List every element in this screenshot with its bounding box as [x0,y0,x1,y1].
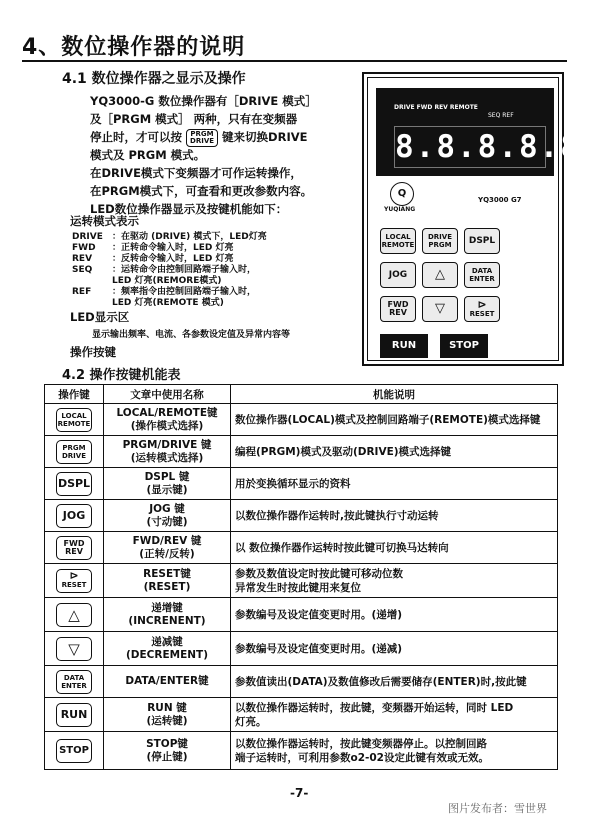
key-function-table [44,384,558,770]
table-row: FWD REV FWD/REV 键 (正转/反转) 以 数位操作器作运转时按此键可切换马达转向 [45,532,558,564]
led-labels-bottom: SEQ REF [488,112,514,119]
reset-button[interactable]: ⊳ RESET [464,296,500,322]
fwd-rev-button[interactable]: FWD REV [380,296,416,322]
intro-line-4: 模式及 PRGM 模式。 [90,148,206,162]
table-row: PRGM DRIVE PRGM/DRIVE 键 (运转模式选择) 编程(PRGM)模式及驱动(DRIVE)模式选择键 [45,436,558,468]
reset-key-icon: ⊳ RESET [56,569,92,593]
intro-line-7: LED数位操作器显示及按键机能如下： [90,202,288,216]
table-row: ▽ 递减键 (DECREMENT) 参数编号及设定值变更时用。(递减) [45,632,558,666]
table-row: ⊳ RESET RESET键 (RESET) 参数及数值设定时按此键可移动位数 异常发生时按此键用来复位 [45,564,558,598]
run-mode-title: 运转模式表示 [70,214,139,228]
inline-key-bottom: DRIVE [190,136,215,145]
model-label: YQ3000 G7 [478,196,522,204]
mode-row: SEQ ：运转命令由控制回路端子输入时， [72,265,257,275]
table-row: DSPL DSPL 键 (显示键) 用於变换循环显示的资料 [45,468,558,500]
table-row: LOCAL REMOTE LOCAL/REMOTE键 (操作模式选择) 数位操作器(LOCAL)模式及控制回路端子(REMOTE)模式选择键 [45,404,558,436]
mode-row: DRIVE ：在驱动 (DRIVE) 模式下，LED灯亮 [72,232,267,242]
table-header-row [45,385,558,404]
fwd-rev-key-icon: FWD REV [56,536,92,560]
table-row: △ 递增键 (INCRENENT) 参数编号及设定值变更时用。(递增) [45,598,558,632]
run-button[interactable]: RUN [380,334,428,358]
mode-row: LED 灯亮(REMORE模式) [112,276,222,286]
data-enter-key-icon: DATA ENTER [56,670,92,694]
image-credit: 图片发布者：雪世界 [448,802,547,815]
decrement-key-icon: ▽ [56,637,92,661]
mode-row: LED 灯亮(REMOTE 模式) [112,298,224,308]
section-42-title: 4.2 操作按键机能表 [62,368,181,383]
increment-key-icon: △ [56,603,92,627]
drive-prgm-button[interactable]: DRIVE PRGM [422,228,458,254]
intro-line-6: 在PRGM模式下，可查看和更改参数内容。 [90,184,313,198]
data-enter-button[interactable]: DATA ENTER [464,262,500,288]
table-row: STOP STOP键 (停止键) 以数位操作器运转时，按此键变频器停止。以控制回路 端子运转时，可利用参数o2-02设定此键有效或无效。 [45,732,558,770]
dspl-key-icon: DSPL [56,472,92,496]
inline-prgm-drive-key [186,129,218,147]
jog-button[interactable]: JOG [380,262,416,288]
mode-row: FWD ：正转命令输入时，LED 灯亮 [72,243,234,253]
operator-panel [362,72,581,366]
decrement-button[interactable]: ▽ [422,296,458,322]
stop-key-icon: STOP [56,739,92,763]
dspl-button[interactable]: DSPL [464,228,500,254]
increment-button[interactable]: △ [422,262,458,288]
panel-inner [367,77,581,361]
mode-row: REV ：反转命令输入时，LED 灯亮 [72,254,234,264]
header-key: 操作键 [45,385,104,404]
header-name: 文章中使用名称 [104,385,231,404]
page-number: -7- [290,786,309,800]
intro-line-3 [90,128,307,147]
intro-line-2: 及［PRGM 模式］ 两种，只有在变频器 [90,112,298,126]
title-rule [22,60,567,62]
led-area-desc: 显示输出频率、电流、各参数设定值及异常内容等 [92,330,291,340]
section-41-title: 4.1 数位操作器之显示及操作 [62,71,246,87]
table-row: JOG JOG 键 (寸动键) 以数位操作器作运转时,按此键执行寸动运转 [45,500,558,532]
intro-line-3a: 停止时，才可以按 [90,130,182,144]
chapter-title: 4、数位操作器的说明 [22,35,246,60]
prgm-drive-key-icon: PRGM DRIVE [56,440,92,464]
jog-key-icon: JOG [56,504,92,528]
brand-logo-icon: Q [390,182,414,206]
led-labels-top: DRIVE FWD REV REMOTE [394,104,478,111]
brand-name: YUQIANG [384,206,416,213]
display-area [376,88,581,176]
mode-list [72,232,267,309]
keys-title: 操作按键 [70,345,116,359]
intro-line-5: 在DRIVE模式下变频器才可作运转操作， [90,166,302,180]
table-row: RUN RUN 键 (运转键) 以数位操作器运转时，按此键，变频器开始运转，同时 LED 灯亮。 [45,698,558,732]
local-remote-key-icon: LOCAL REMOTE [56,408,92,432]
header-desc: 机能说明 [231,385,558,404]
inline-key-top: PRGM [190,129,214,138]
seven-segment-display: 8.8.8.8.8 [394,126,546,168]
intro-line-3b: 键来切换DRIVE [222,130,308,144]
run-key-icon: RUN [56,703,92,727]
table-row: DATA ENTER DATA/ENTER键 参数值读出(DATA)及数值修改后需要储存(ENTER)时,按此键 [45,666,558,698]
intro-line-1: YQ3000-G 数位操作器有［DRIVE 模式］ [90,94,317,108]
local-remote-button[interactable]: LOCAL REMOTE [380,228,416,254]
mode-row: REF ：频率指令由控制回路端子输入时， [72,287,257,297]
stop-button[interactable]: STOP [440,334,488,358]
led-area-title: LED显示区 [70,310,130,324]
